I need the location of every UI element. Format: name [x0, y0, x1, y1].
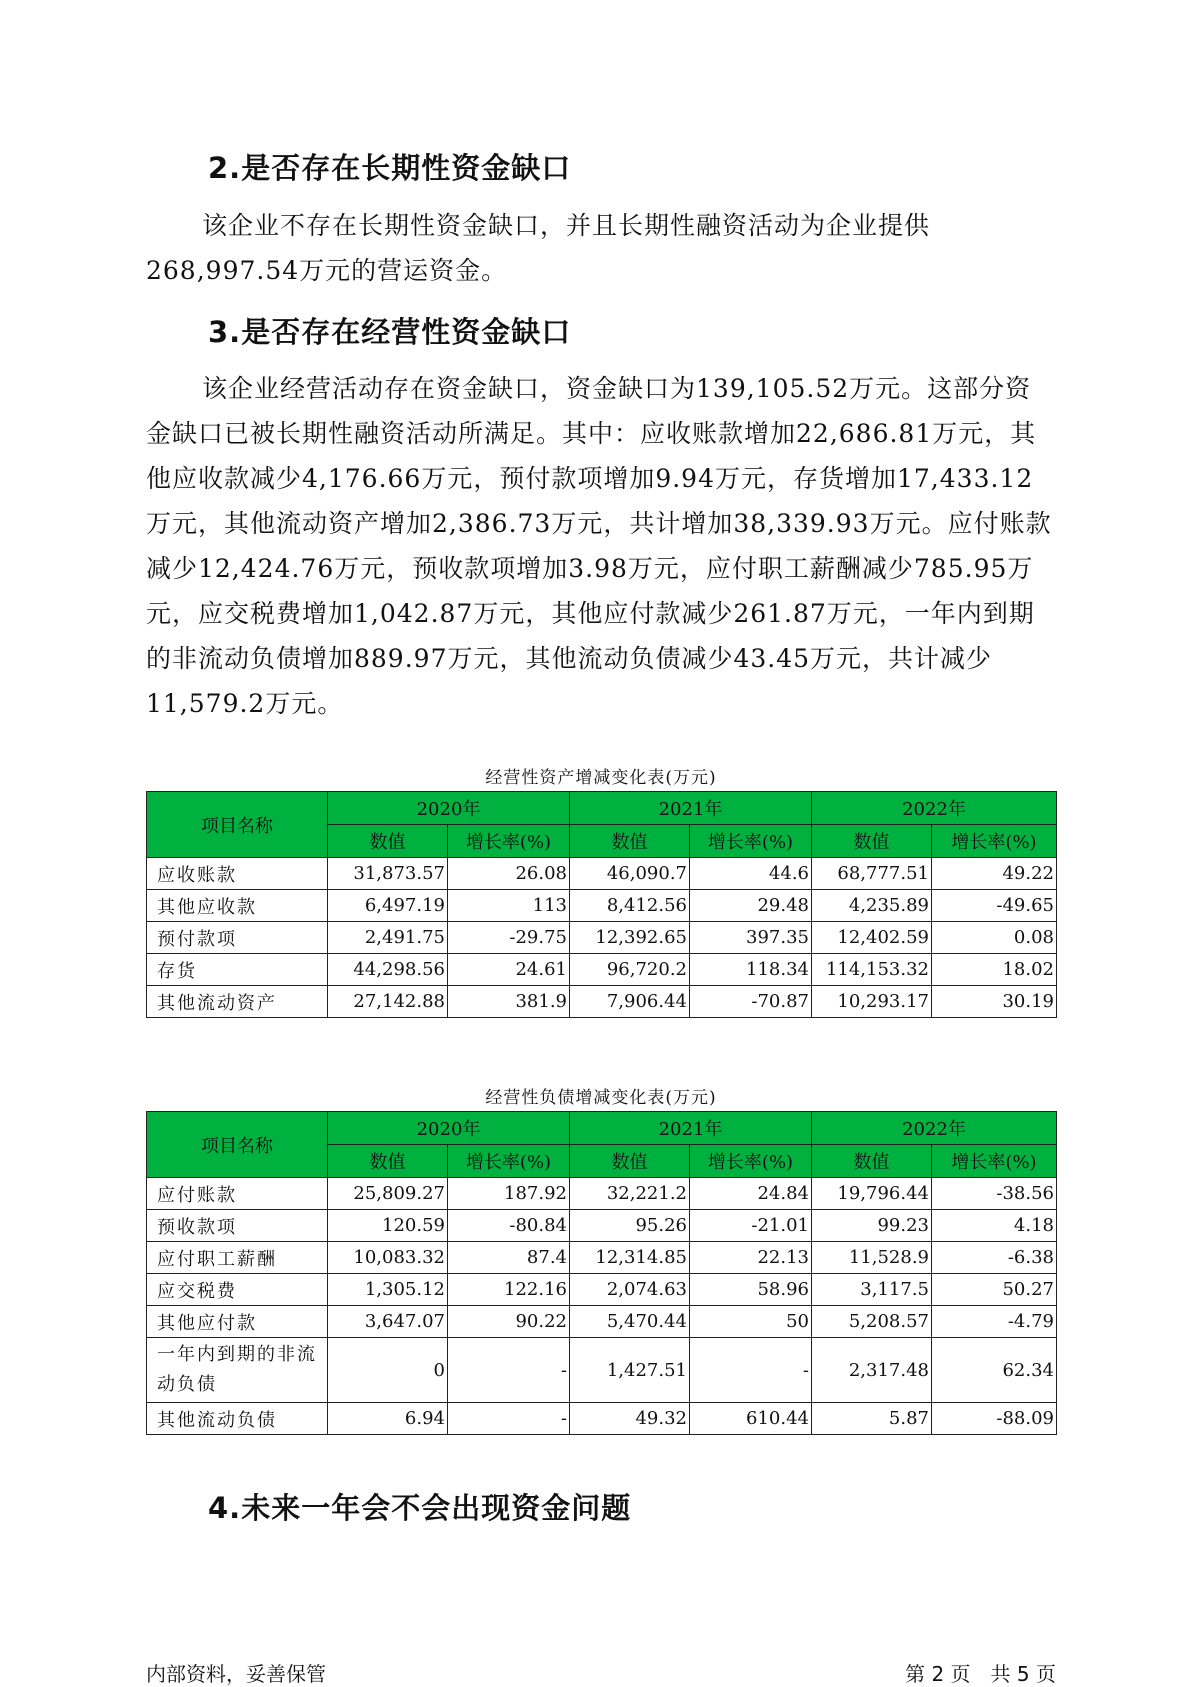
cell-growth-rate: 187.92	[448, 1178, 570, 1210]
col-value: 数值	[328, 825, 448, 858]
assets-change-table	[146, 791, 1057, 1018]
cell-growth-rate: 26.08	[448, 858, 570, 890]
col-value: 数值	[812, 1145, 932, 1178]
table-row	[147, 1338, 1057, 1403]
cell-value: 1,305.12	[328, 1274, 448, 1306]
cell-value: 2,491.75	[328, 922, 448, 954]
cell-growth-rate: -	[448, 1338, 570, 1403]
col-item-name: 项目名称	[147, 1112, 328, 1178]
cell-value: 4,235.89	[812, 890, 932, 922]
section-3-paragraph: 该企业经营活动存在资金缺口，资金缺口为139,105.52万元。这部分资金缺口已被长期性融资活动所满足。其中：应收账款增加22,686.81万元，其他应收款减少4,176.66万元，预付款项增加9.94万元，存货增加17,433.12万元，其他流动资产增加2,386.73万元，共计增加38,339.93万元。应付账款减少12,424.76万元，预收款项增加3.98万元，应付职工薪酬减少785.95万元，应交税费增加1,042.87万元，其他应付款减少261.87万元，一年内到期的非流动负债增加889.97万元，其他流动负债减少43.45万元，共计减少11,579.2万元。	[146, 374, 1052, 718]
col-growth: 增长率(%)	[690, 825, 812, 858]
cell-value: 19,796.44	[812, 1178, 932, 1210]
cell-growth-rate: -29.75	[448, 922, 570, 954]
table-row	[147, 986, 1057, 1018]
cell-growth-rate: 44.6	[690, 858, 812, 890]
cell-growth-rate: 22.13	[690, 1242, 812, 1274]
table-row	[147, 890, 1057, 922]
cell-growth-rate: -80.84	[448, 1210, 570, 1242]
col-growth: 增长率(%)	[690, 1145, 812, 1178]
cell-value: 12,402.59	[812, 922, 932, 954]
cell-growth-rate: 24.61	[448, 954, 570, 986]
cell-value: 120.59	[328, 1210, 448, 1242]
table-row	[147, 922, 1057, 954]
cell-value: 7,906.44	[570, 986, 690, 1018]
col-item-name: 项目名称	[147, 792, 328, 858]
cell-value: 10,293.17	[812, 986, 932, 1018]
cell-value: 31,873.57	[328, 858, 448, 890]
row-label: 其他应付款	[147, 1306, 328, 1338]
cell-value: 0	[328, 1338, 448, 1403]
cell-value: 12,392.65	[570, 922, 690, 954]
cell-growth-rate: 4.18	[932, 1210, 1057, 1242]
col-growth: 增长率(%)	[932, 825, 1057, 858]
col-year-2022: 2022年	[812, 1112, 1057, 1145]
table-row	[147, 1178, 1057, 1210]
cell-value: 3,647.07	[328, 1306, 448, 1338]
cell-growth-rate: 18.02	[932, 954, 1057, 986]
cell-value: 6.94	[328, 1403, 448, 1435]
cell-growth-rate: -4.79	[932, 1306, 1057, 1338]
col-value: 数值	[570, 1145, 690, 1178]
cell-growth-rate: 397.35	[690, 922, 812, 954]
cell-value: 12,314.85	[570, 1242, 690, 1274]
cell-value: 46,090.7	[570, 858, 690, 890]
cell-growth-rate: -21.01	[690, 1210, 812, 1242]
cell-growth-rate: 87.4	[448, 1242, 570, 1274]
cell-value: 49.32	[570, 1403, 690, 1435]
row-label: 应付账款	[147, 1178, 328, 1210]
cell-growth-rate: -70.87	[690, 986, 812, 1018]
col-year-2020: 2020年	[328, 792, 570, 825]
cell-growth-rate: 0.08	[932, 922, 1057, 954]
cell-growth-rate: 122.16	[448, 1274, 570, 1306]
col-growth: 增长率(%)	[448, 1145, 570, 1178]
cell-growth-rate: 62.34	[932, 1338, 1057, 1403]
row-label: 应付职工薪酬	[147, 1242, 328, 1274]
cell-value: 11,528.9	[812, 1242, 932, 1274]
cell-growth-rate: 50.27	[932, 1274, 1057, 1306]
cell-value: 32,221.2	[570, 1178, 690, 1210]
cell-growth-rate: 610.44	[690, 1403, 812, 1435]
cell-growth-rate: 49.22	[932, 858, 1057, 890]
liabilities-change-table	[146, 1111, 1057, 1435]
cell-growth-rate: 24.84	[690, 1178, 812, 1210]
cell-growth-rate: -	[690, 1338, 812, 1403]
cell-value: 27,142.88	[328, 986, 448, 1018]
col-value: 数值	[328, 1145, 448, 1178]
row-label: 其他流动负债	[147, 1403, 328, 1435]
cell-growth-rate: 381.9	[448, 986, 570, 1018]
cell-value: 95.26	[570, 1210, 690, 1242]
cell-value: 99.23	[812, 1210, 932, 1242]
cell-value: 2,317.48	[812, 1338, 932, 1403]
cell-value: 114,153.32	[812, 954, 932, 986]
cell-growth-rate: -38.56	[932, 1178, 1057, 1210]
row-label: 一年内到期的非流动负债	[147, 1338, 328, 1403]
cell-value: 96,720.2	[570, 954, 690, 986]
cell-value: 5,470.44	[570, 1306, 690, 1338]
table-row	[147, 858, 1057, 890]
cell-growth-rate: 90.22	[448, 1306, 570, 1338]
assets-table-caption: 经营性资产增减变化表(万元)	[485, 768, 717, 788]
cell-growth-rate: -	[448, 1403, 570, 1435]
table-row	[147, 1403, 1057, 1435]
cell-growth-rate: 113	[448, 890, 570, 922]
footer-left: 内部资料，妥善保管	[146, 1662, 326, 1686]
row-label: 应收账款	[147, 858, 328, 890]
row-label: 预收款项	[147, 1210, 328, 1242]
cell-growth-rate: -88.09	[932, 1403, 1057, 1435]
cell-value: 6,497.19	[328, 890, 448, 922]
col-year-2022: 2022年	[812, 792, 1057, 825]
cell-value: 5.87	[812, 1403, 932, 1435]
table-row	[147, 1274, 1057, 1306]
cell-growth-rate: 30.19	[932, 986, 1057, 1018]
col-year-2020: 2020年	[328, 1112, 570, 1145]
cell-growth-rate: 118.34	[690, 954, 812, 986]
cell-value: 3,117.5	[812, 1274, 932, 1306]
cell-value: 2,074.63	[570, 1274, 690, 1306]
section-3-heading: 3.是否存在经营性资金缺口	[208, 315, 572, 349]
col-year-2021: 2021年	[570, 792, 812, 825]
section-2-paragraph: 该企业不存在长期性资金缺口，并且长期性融资活动为企业提供268,997.54万元的营运资金。	[146, 211, 931, 285]
cell-growth-rate: 50	[690, 1306, 812, 1338]
footer-page-number: 第 2 页 共 5 页	[905, 1662, 1056, 1686]
row-label: 预付款项	[147, 922, 328, 954]
cell-value: 8,412.56	[570, 890, 690, 922]
row-label: 其他应收款	[147, 890, 328, 922]
cell-growth-rate: 29.48	[690, 890, 812, 922]
cell-value: 25,809.27	[328, 1178, 448, 1210]
col-growth: 增长率(%)	[448, 825, 570, 858]
cell-growth-rate: -49.65	[932, 890, 1057, 922]
col-value: 数值	[812, 825, 932, 858]
table-row	[147, 954, 1057, 986]
row-label: 其他流动资产	[147, 986, 328, 1018]
cell-growth-rate: -6.38	[932, 1242, 1057, 1274]
cell-value: 10,083.32	[328, 1242, 448, 1274]
section-4-heading: 4.未来一年会不会出现资金问题	[208, 1491, 632, 1525]
cell-value: 1,427.51	[570, 1338, 690, 1403]
table-row	[147, 1306, 1057, 1338]
table-row	[147, 1242, 1057, 1274]
col-growth: 增长率(%)	[932, 1145, 1057, 1178]
table-row	[147, 1210, 1057, 1242]
cell-value: 44,298.56	[328, 954, 448, 986]
cell-value: 68,777.51	[812, 858, 932, 890]
liabilities-table-caption: 经营性负债增减变化表(万元)	[485, 1088, 717, 1108]
row-label: 应交税费	[147, 1274, 328, 1306]
row-label: 存货	[147, 954, 328, 986]
cell-value: 5,208.57	[812, 1306, 932, 1338]
cell-growth-rate: 58.96	[690, 1274, 812, 1306]
col-year-2021: 2021年	[570, 1112, 812, 1145]
section-2-heading: 2.是否存在长期性资金缺口	[208, 151, 572, 185]
col-value: 数值	[570, 825, 690, 858]
